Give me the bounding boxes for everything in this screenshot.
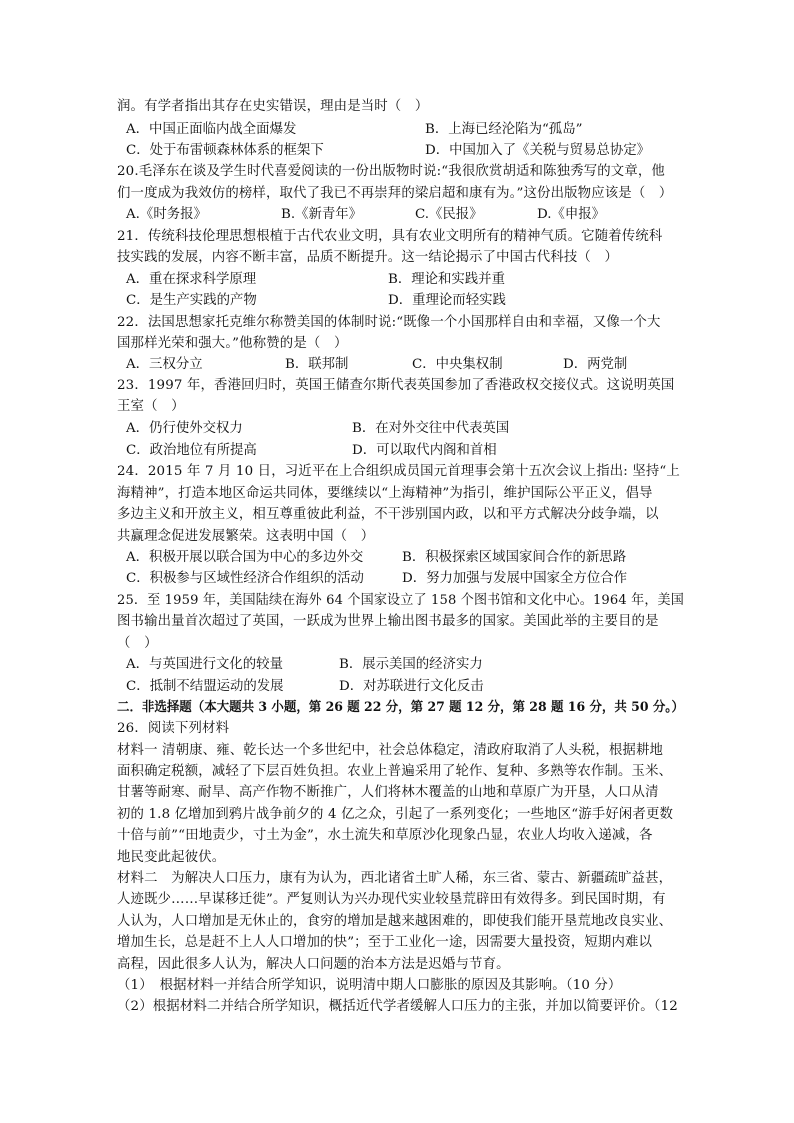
q19-option-c: C．处于布雷顿森林体系的框架下 bbox=[126, 143, 324, 158]
q20-stem-line2: 们一度成为我效仿的榜样，取代了我已不再崇拜的梁启超和康有为。”这份出版物应该是（ ） bbox=[117, 186, 673, 201]
q24-stem-line4: 共赢理念促进发展繁荣。这表明中国（ ） bbox=[117, 529, 375, 544]
q23-option-d: D．可以取代内阁和首相 bbox=[352, 443, 497, 458]
q24-option-b: B．积极探索区域国家间合作的新思路 bbox=[402, 550, 627, 565]
q21-option-d: D．重理论而轻实践 bbox=[388, 293, 506, 308]
q24-stem-line2: 海精神”，打造本地区命运共同体，要继续以“上海精神”为指引，维护国际公平正义，倡导 bbox=[117, 486, 653, 501]
q25-stem-line3: （ ） bbox=[117, 636, 158, 651]
q19-stem-tail: 润。有学者指出其存在史实错误，理由是当时（ ） bbox=[117, 99, 429, 114]
q26-material1-line5: 十倍与前”“田地责少，寸土为金”，水土流失和草原沙化现象凸显，农业人均收入递减，各 bbox=[117, 828, 653, 843]
q26-material1-line4: 初的 1.8 亿增加到鸦片战争前夕的 4 亿之众，引起了一系列变化；一些地区“游手好闲者更数 bbox=[117, 807, 674, 822]
q26-material2-line5: 高程，因此很多人认为，解决人口问题的治本方法是迟婚与节育。 bbox=[117, 957, 510, 972]
q25-stem-line1: 25．至 1959 年，美国陆续在海外 64 个国家设立了 158 个图书馆和文化中心。1964 年，美国 bbox=[117, 593, 685, 608]
q23-option-b: B．在对外交往中代表英国 bbox=[352, 421, 510, 436]
q24-option-d: D．努力加强与发展中国家全方位合作 bbox=[402, 571, 627, 586]
q26-subquestion-1: （1） 根据材料一并结合所学知识，说明清中期人口膨胀的原因及其影响。（10 分） bbox=[117, 978, 622, 993]
q22-stem-line1: 22．法国思想家托克维尔称赞美国的体制时说:“既像一个小国那样自由和幸福，又像一个大 bbox=[117, 315, 661, 330]
q21-option-a: A．重在探求科学原理 bbox=[126, 272, 257, 287]
q23-option-a: A．仍行使外交权力 bbox=[126, 421, 243, 436]
q26-material1-line1: 材料一 清朝康、雍、乾长达一个多世纪中，社会总体稳定，清政府取消了人头税，根据耕地 bbox=[117, 743, 664, 758]
q25-option-d: D．对苏联进行文化反击 bbox=[339, 679, 484, 694]
q20-option-c: C.《民报》 bbox=[415, 207, 483, 222]
q25-option-b: B．展示美国的经济实力 bbox=[339, 657, 483, 672]
q24-option-c: C．积极参与区域性经济合作组织的活动 bbox=[126, 571, 364, 586]
q22-option-d: D．两党制 bbox=[563, 357, 628, 372]
q20-option-d: D.《申报》 bbox=[537, 207, 606, 222]
q24-stem-line3: 多边主义和开放主义，相互尊重彼此利益，不干涉别国内政，以和平方式解决分歧争端，以 bbox=[117, 507, 659, 522]
q20-option-a: A.《时务报》 bbox=[126, 207, 207, 222]
q22-option-b: B．联邦制 bbox=[285, 357, 349, 372]
q26-material1-line3: 甘薯等耐寒、耐旱、高产作物不断推广，人们将林木覆盖的山地和草原广为开垦，人口从清 bbox=[117, 785, 659, 800]
q23-stem-line2: 王室（ ） bbox=[117, 399, 185, 414]
section-2-heading: 二．非选择题（本大题共 3 小题，第 26 题 22 分，第 27 题 12 分，第 28 题 16 分，共 50 分。） bbox=[117, 700, 684, 715]
q25-stem-line2: 图书输出量首次超过了英国，一跃成为世界上输出图书最多的国家。美国此举的主要目的是 bbox=[117, 614, 659, 629]
q21-stem-line1: 21．传统科技伦理思想根植于古代农业文明，具有农业文明所有的精神气质。它随着传统科 bbox=[117, 229, 663, 244]
q21-option-c: C．是生产实践的产物 bbox=[126, 293, 257, 308]
q20-option-b: B.《新青年》 bbox=[281, 207, 363, 222]
q26-material2-line2: 人迹既少……早谋移迁徙”。严复则认为兴办现代实业较垦荒辟田有效得多。到民国时期，有 bbox=[117, 892, 666, 907]
q24-stem-line1: 24．2015 年 7 月 10 日，习近平在上合组织成员国元首理事会第十五次会议上指出: 坚持“上 bbox=[117, 464, 680, 479]
q19-option-b: B．上海已经沦陷为“孤岛” bbox=[425, 122, 583, 137]
q19-option-a: A．中国正面临内战全面爆发 bbox=[126, 122, 297, 137]
q21-option-b: B．理论和实践并重 bbox=[388, 272, 505, 287]
q24-option-a: A．积极开展以联合国为中心的多边外交 bbox=[126, 550, 364, 565]
q25-option-a: A．与英国进行文化的较量 bbox=[126, 657, 283, 672]
q25-option-c: C．抵制不结盟运动的发展 bbox=[126, 679, 284, 694]
q23-stem-line1: 23．1997 年，香港回归时，英国王储查尔斯代表英国参加了香港政权交接仪式。这说明英国 bbox=[117, 378, 675, 393]
q26-material2-line3: 人认为，人口增加是无休止的，食穷的增加是越来越困难的，即使我们能开垦荒地改良实业、 bbox=[117, 914, 673, 929]
q22-option-a: A．三权分立 bbox=[126, 357, 203, 372]
q26-material2-line1: 材料二 为解决人口压力，康有为认为，西北诸省土旷人稀，东三省、蒙古、新疆疏旷益甚， bbox=[117, 871, 673, 886]
q26-material1-line2: 面积确定税额，减轻了下层百姓负担。农业上普遍采用了轮作、复种、多熟等农作制。玉米、 bbox=[117, 764, 673, 779]
q19-option-d: D．中国加入了《关税与贸易总协定》 bbox=[425, 143, 650, 158]
q26-title: 26．阅读下列材料 bbox=[117, 721, 230, 736]
q26-material2-line4: 增加生长，总是赶不上人人口增加的快”；至于工业化一途，因需要大量投资，短期内难以 bbox=[117, 935, 653, 950]
q20-stem-line1: 20.毛泽东在谈及学生时代喜爱阅读的一份出版物时说:“我很欣赏胡适和陈独秀写的文章，他 bbox=[117, 164, 665, 179]
q22-option-c: C．中央集权制 bbox=[412, 357, 503, 372]
q26-material1-line6: 地民变此起彼伏。 bbox=[117, 850, 226, 865]
q26-subquestion-2: （2）根据材料二并结合所学知识，概括近代学者缓解人口压力的主张，并加以简要评价。（12 bbox=[117, 999, 678, 1014]
q21-stem-line2: 技实践的发展，内容不断丰富，品质不断提升。这一结论揭示了中国古代科技（ ） bbox=[117, 250, 619, 265]
q23-option-c: C．政治地位有所提高 bbox=[126, 443, 257, 458]
q22-stem-line2: 国那样光荣和强大。”他称赞的是（ ） bbox=[117, 336, 348, 351]
